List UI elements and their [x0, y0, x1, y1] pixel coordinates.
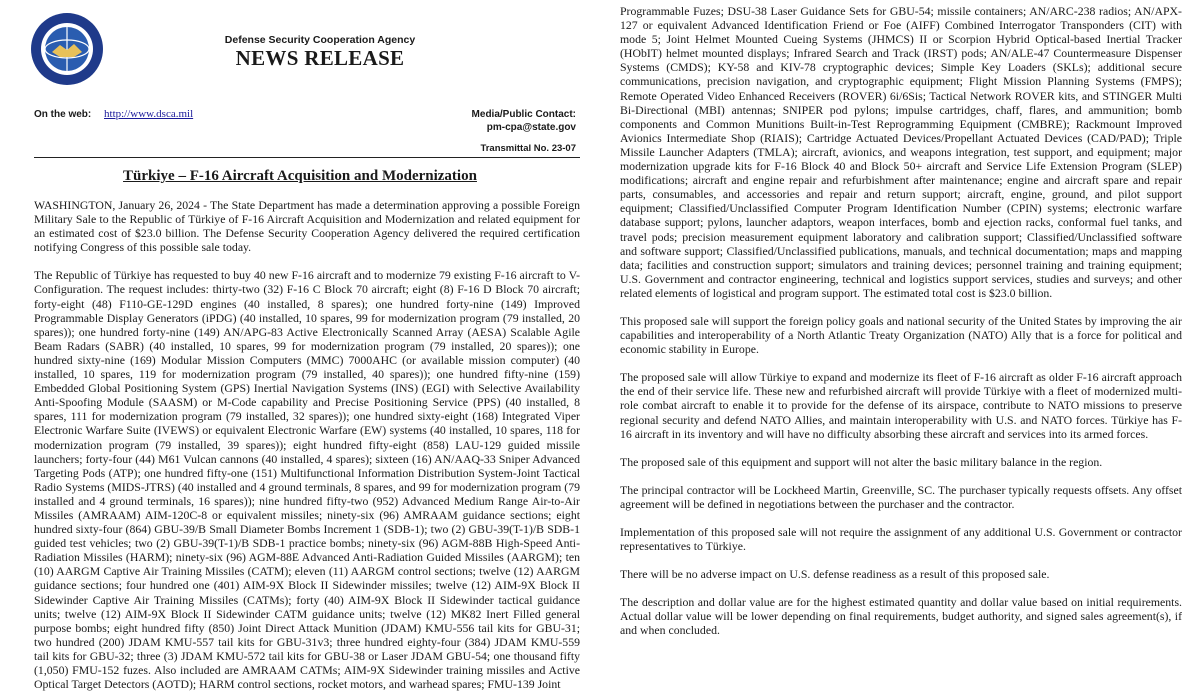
body-paragraph: Programmable Fuzes; DSU-38 Laser Guidance Sets for GBU-54; missile containers; AN/ARC-238 radios; AN/APX-127 or equivalent Advanced Identification Friend or Foe (AIFF) Combined Interrogator Transponders (CIT) with mode 5; Joint Helmet Mounted Cueing Systems (JHMCS) II or Scorpion Hybrid Optical-based Inertial Tracker (HObIT) helmet mounted displays; Infrared Search and Track (IRST) pods; AN/ALE-47 Countermeasure Dispenser Systems (CMDS); KY-58 and KIV-78 cryptographic devices; Simple Key Loaders (SKLs); additional secure communications, precision navigation, and cryptographic equipment; Flight Mission Planning Systems (FMPS); Remote Operated Video Enhanced Receivers (ROVER) 6i/6Sis; Tactical Network ROVER kits, and STINGER Multi Bi-Directional (MBI) antennas; SNIPER pod pylons; impulse cartridges, chaff, flares, and ammunition; bomb components and Common Munitions Built-in-Test Reprogramming Equipment (CMBRE); Rackmount Improved Avionics Intermediate Shop (RIAIS); Cartridge Actuated Devices/Propellant Actuated Devices (CAD/PAD); Triple Missile Launcher Adapters (TMLA); aircraft, avionics, and weapons integration, test support, and equipment; major modernization upgrade kits for F-16 Block 40 and Block 50+ aircraft and Service Life Extension Program (SLEP) modifications; aircraft and engine repair and refurbishment after maintenance; engine and aircraft spare and repair parts, consumables, and accessories and repair and return support; aircraft, engine, ground, and pilot support equipment; Classified/Unclassified Computer Program Identification Number (CPIN) systems; electronic warfare database support; pylons, launcher adaptors, weapon interfaces, bomb and ejection racks, conformal fuel tanks, and travel pods; precision measurement equipment laboratory and calibration support; Classified/Unclassified software and software support; Classified/Unclassified publications, manuals, and technical documentation; maps and mapping data; facilities and construction support; simulators and training devices; personnel training and training equipment; U.S. Government and contractor engineering, technical and logistics support services, studies and surveys; and other related elements of logistical and program support. The estimated total cost is $23.0 billion. [620, 4, 1182, 300]
web-line [34, 108, 193, 120]
contact-email: pm-cpa@state.gov [486, 122, 576, 133]
body-paragraph: Implementation of this proposed sale will not require the assignment of any additional U.S. Government or contractor representatives to Türkiye. [620, 525, 1182, 554]
body-paragraph: The principal contractor will be Lockheed Martin, Greenville, SC. The purchaser typically requests offsets. Any offset agreement will be defined in negotiations between the purchaser and the contractor. [620, 482, 1182, 511]
body-paragraph: There will be no adverse impact on U.S. defense readiness as a result of this proposed sale. [620, 567, 1050, 582]
dsca-website-link[interactable]: http://www.dsca.mil [104, 108, 194, 120]
left-body-text [34, 198, 580, 700]
body-paragraph: WASHINGTON, January 26, 2024 - The State Department has made a determination approving a possible Foreign Military Sale to the Republic of Türkiye of F-16 Aircraft Acquisition and Modernization and related equipment for an estimated cost of $23.0 billion. The Defense Security Cooperation Agency delivered the required certification notifying Congress of this possible sale today. [34, 198, 580, 255]
body-paragraph: The proposed sale will allow Türkiye to expand and modernize its fleet of F-16 aircraft as older F-16 aircraft approach the end of their service life. These new and refurbished aircraft will provide Türkiye with a fleet of modernized multi-role combat aircraft to enable it to provide for the defense of its airspace, contribute to NATO missions to preserve regional security and defend NATO Allies, and maintain interoperability with U.S. and NATO forces. Türkiye has F-16 aircraft in its inventory and will have no difficulty absorbing these aircraft and services into its armed forces. [620, 370, 1182, 441]
body-paragraph: The Republic of Türkiye has requested to buy 40 new F-16 aircraft and to modernize 79 existing F-16 aircraft to V-Configuration. The request includes: thirty-two (32) F-16 C Block 70 aircraft; eight (8) F-16 D Block 70 aircraft; forty-eight (48) F110-GE-129D engines (40 installed, 8 spares); one hundred forty-nine (149) Improved Programmable Display Generators (iPDG) (40 installed, 10 spares, 99 for modernization program (79 installed, 20 spares)); one hundred forty-nine (149) AN/APG-83 Active Electronically Scanned Array (AESA) Scalable Agile Beam Radars (SABR) (40 installed, 10 spares, 99 for modernization program (79 installed, 20 spares)); one hundred sixty-nine (169) Modular Mission Computers (MMC) 7000AHC (or available mission computer) (40 installed, 10 spares, 119 for modernization program (79 installed, 40 spares)); one hundred fifty-nine (159) Embedded Global Positioning System (GPS) Inertial Navigation Systems (INS) (EGI) with Selective Availability Anti-Spoofing Module (SAASM) or M-Code capability and Precise Positioning Service (PPS) (40 installed, 8 spares, 111 for modernization program (79 installed, 32 spares)); one hundred sixty-eight (168) Integrated Viper Electronic Warfare Suite (IVEWS) or equivalent Electronic Warfare (EW) systems (40 installed, 10 spares, 118 for modernization program (79 installed, 39 spares)); eight hundred fifty-eight (858) LAU-129 guided missile launchers; forty-four (44) M61 Vulcan cannons (40 installed, 4 spares); sixteen (16) AN/AAQ-33 Sniper Advanced Targeting Pods (ATP); one hundred fifty-one (151) Multifunctional Information Distribution System-Joint Tactical Radio Systems (MIDS-JTRS) (40 installed and 4 ground terminals, 8 spares, and 99 for modernization program (79 installed and 4 ground terminals, 16 spares)); nine hundred fifty-two (952) Advanced Medium Range Air-to-Air Missiles (AMRAAM) AIM-120C-8 or equivalent missiles; ninety-six (96) AMRAAM guidance sections; eight hundred sixty-four (864) GBU-39/B Small Diameter Bombs Increment 1 (SDB-1); two (2) GBU-39(T-1)/B SDB-1 guided test vehicles; two (2) GBU-39(T-1)/B SDB-1 practice bombs; ninety-six (96) AGM-88B High-Speed Anti-Radiation Missiles (HARM); ninety-six (96) AGM-88E Advanced Anti-Radiation Guided Missiles (AARGM); ten (10) AARGM Captive Air Training Missiles (CATM); eleven (11) AARGM control sections; twelve (12) AARGM guidance sections; four hundred one (401) AIM-9X Block II Sidewinder missiles; twelve (12) AIM-9X Block II Sidewinder Captive Air Training Missiles (CATMs); forty (40) AIM-9X Block II Sidewinder tactical guidance units; twelve (12) AIM-9X Block II Sidewinder CATM guidance units; twelve (12) MK82 Inert Filled general purpose bombs; eight hundred fifty (850) Joint Direct Attack Munition (JDAM) KMU-556 tail kits for GBU-31; two hundred (200) JDAM KMU-557 tail kits for GBU-31v3; three hundred eighty-four (384) JDAM KMU-559 tail kits for GBU-32; three (3) JDAM KMU-572 tail kits for GBU-38 or Laser JDAM GBU-54; one thousand fifty (1,050) FMU-152 fuzes. Also included are AMRAAM CATMs; AIM-9X Sidewinder training missiles and Active Optical Target Detectors (AOTD); HARM control sections, rocket motors, and warhead spares; FMU-139 Joint [34, 268, 580, 692]
contact-label: Media/Public Contact: [471, 109, 576, 120]
release-title: Türkiye – F-16 Aircraft Acquisition and Modernization [123, 168, 477, 184]
transmittal-number: Transmittal No. 23-07 [480, 143, 576, 154]
right-body-text [620, 4, 1182, 652]
media-contact [472, 108, 576, 134]
body-paragraph: This proposed sale will support the foreign policy goals and national security of the United States by improving the air capabilities and interoperability of a North Atlantic Treaty Organization (NATO) Ally that is a force for political and economic stability in Europe. [620, 313, 1182, 357]
right-page-column [620, 0, 1182, 700]
body-paragraph: The proposed sale of this equipment and support will not alter the basic military balance in the region. [620, 454, 1103, 469]
left-page-column [20, 0, 580, 700]
web-label: On the web: [34, 109, 92, 120]
agency-name: Defense Security Cooperation Agency [224, 34, 416, 46]
header-divider [34, 157, 580, 158]
body-paragraph: The description and dollar value are for the highest estimated quantity and dollar value based on initial requirements. Actual dollar value will be lower depending on final requirements, budget authority, and signed sales agreement(s), if and when concluded. [620, 595, 1182, 638]
dsca-seal-icon [30, 12, 104, 86]
news-release-heading: NEWS RELEASE [235, 46, 405, 70]
